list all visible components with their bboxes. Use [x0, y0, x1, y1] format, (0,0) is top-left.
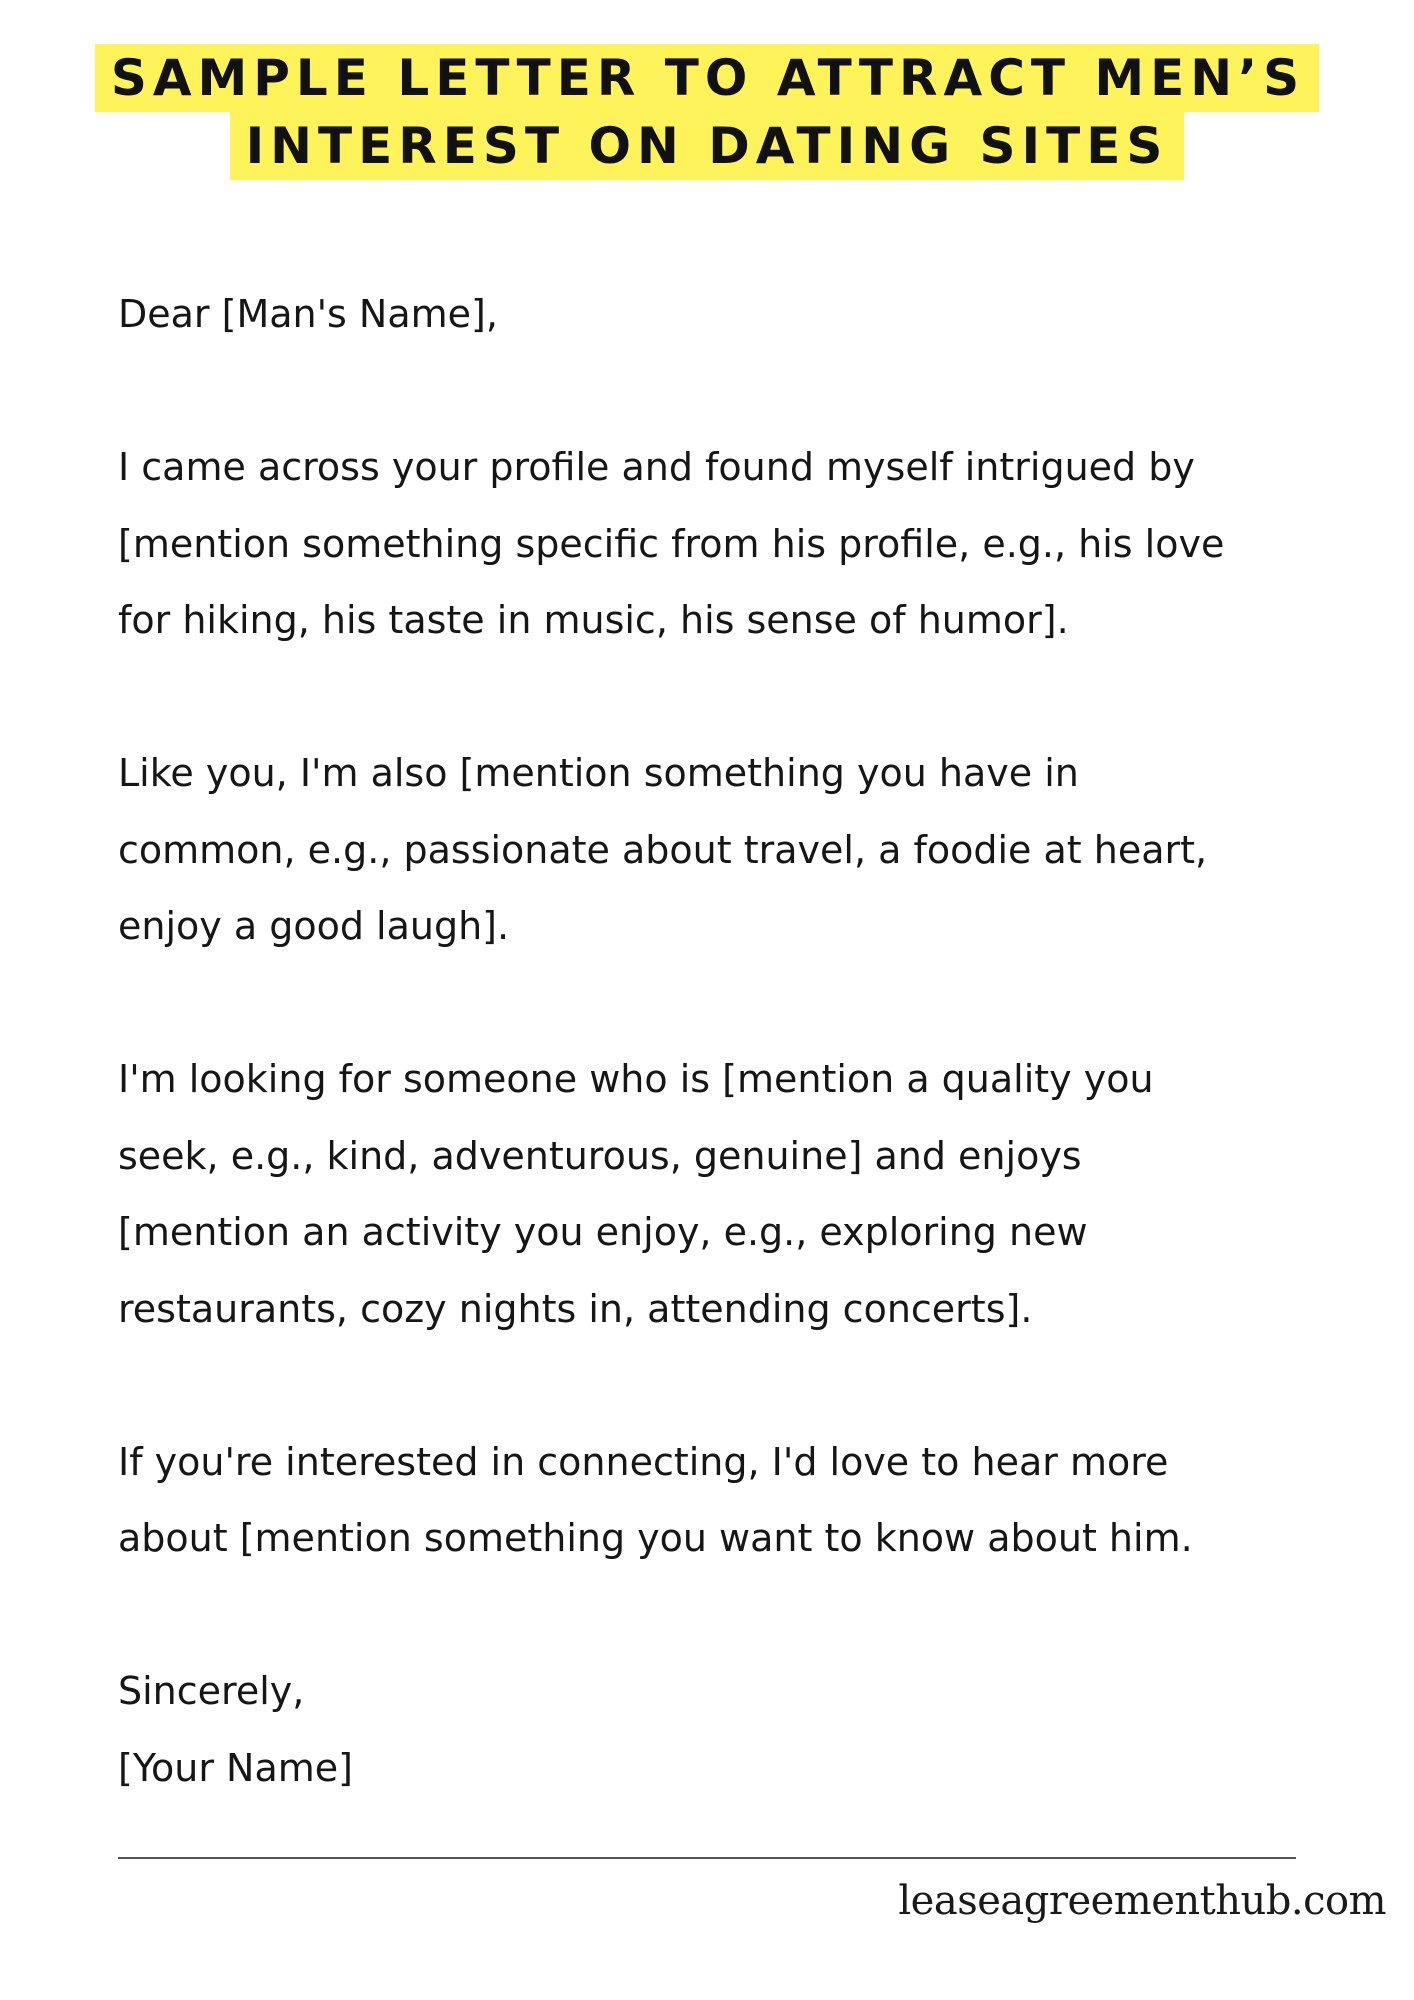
- salutation: Dear [Man's Name],: [118, 292, 498, 336]
- title-line-2: INTEREST ON DATING SITES: [230, 112, 1185, 180]
- closing: Sincerely,: [118, 1669, 305, 1713]
- title-line-1: SAMPLE LETTER TO ATTRACT MEN’S: [95, 44, 1319, 112]
- paragraph-3: I'm looking for someone who is [mention a quality you seek, e.g., kind, adventurous, genuine] and enjoys [mention an activity you enjoy, e.g., exploring new restaurants, cozy nights in, attending concerts].: [118, 1057, 1154, 1331]
- footer-divider: [118, 1857, 1296, 1859]
- footer-website: leaseagreementhub.com: [898, 1878, 1386, 1924]
- letter-body: [118, 276, 1368, 1806]
- paragraph-1: I came across your profile and found myself intrigued by [mention something specific from his profile, e.g., his love for hiking, his taste in music, his sense of humor].: [118, 445, 1225, 642]
- paragraph-4: If you're interested in connecting, I'd love to hear more about [mention something you want to know about him.: [118, 1439, 1193, 1560]
- document-title: [0, 44, 1414, 180]
- signature: [Your Name]: [118, 1745, 353, 1790]
- paragraph-2: Like you, I'm also [mention something you have in common, e.g., passionate about travel, a foodie at heart, enjoy a good laugh].: [118, 751, 1208, 948]
